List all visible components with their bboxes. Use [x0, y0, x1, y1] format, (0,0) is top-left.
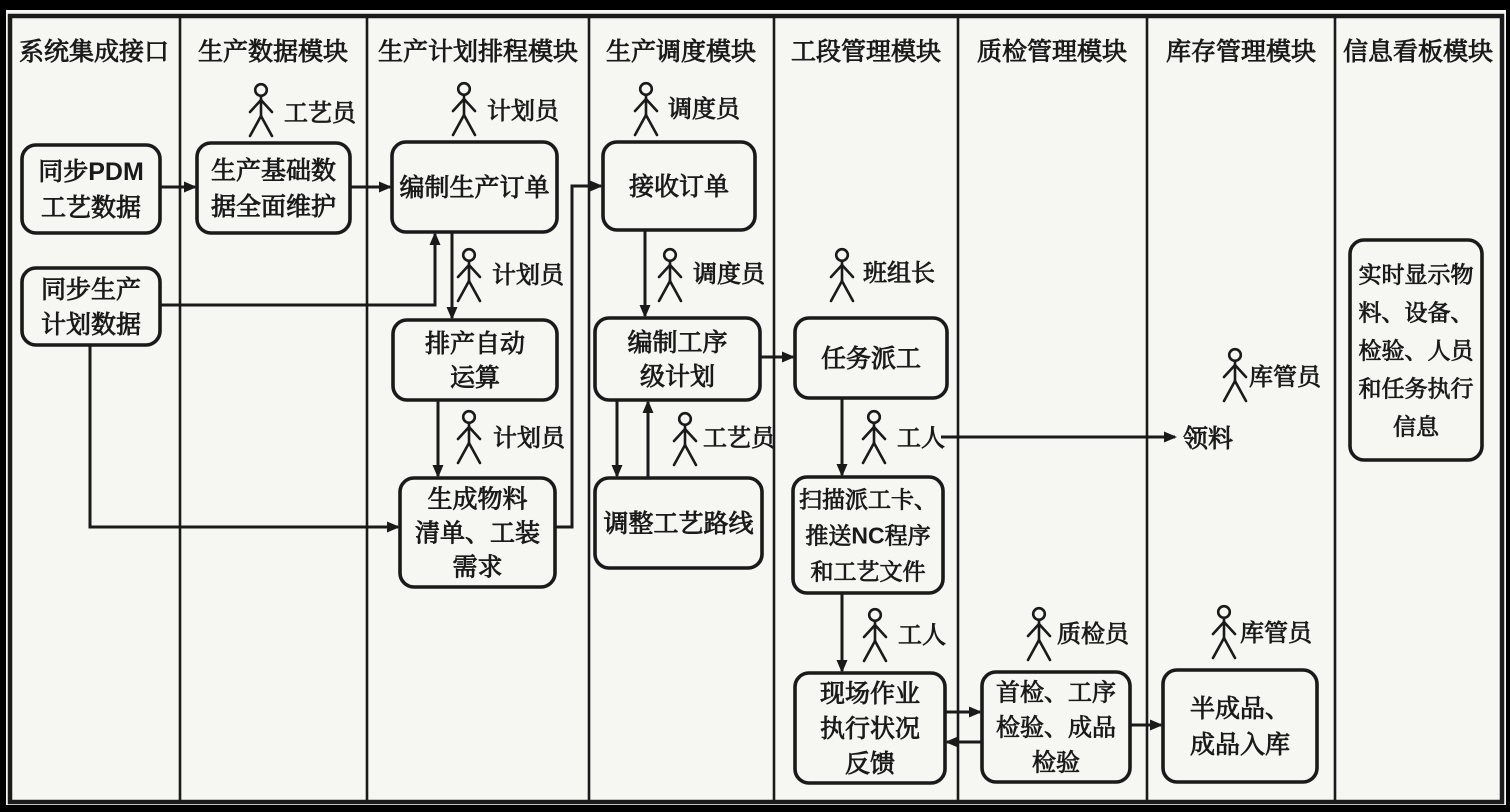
sync-pdm-box-label: 同步PDM 工艺数据 [38, 158, 144, 222]
lane-production-dispatch-header: 生产调度模块 [605, 38, 757, 66]
receive-order-box-label: 接收订单 [628, 173, 730, 201]
process-plan-box-label: 编制工序级计划 [627, 329, 728, 391]
sync-plan-box-label: 同步生产计划数据 [40, 276, 142, 339]
actor-planner-1-label: 计划员 [487, 98, 559, 125]
warehouse-in-box [1163, 670, 1317, 782]
actor-storekeeper-2-label: 库管员 [1240, 620, 1312, 647]
auto-schedule-box [393, 320, 557, 400]
receive-order-box [603, 142, 755, 230]
auto-schedule-box-label: 排产自动运算 [424, 330, 526, 392]
feedback-box-label: 现场作业执行状况反馈 [819, 680, 921, 778]
lane-system-integration-header: 系统集成接口 [18, 38, 170, 66]
adjust-route-box-label: 调整工艺路线 [603, 510, 754, 538]
process-plan-box [595, 318, 760, 400]
actor-worker-2-label: 工人 [898, 622, 946, 649]
inspection-box [982, 672, 1130, 782]
make-order-box [392, 142, 557, 232]
lane-production-planning-header: 生产计划排程模块 [377, 38, 579, 66]
warehouse-in-box-label: 半成品、成品入库 [1189, 695, 1291, 759]
scan-card-box [793, 477, 943, 593]
inspection-box-label: 首检、工序检验、成品检验 [996, 679, 1116, 777]
gen-material-box [400, 478, 555, 587]
lane-production-data-header: 生产数据模块 [197, 38, 349, 66]
info-board-box-label: 实时显示物料、设备、检验、人员和任务执行信息 [1358, 261, 1474, 440]
actor-storekeeper-1-label: 库管员 [1249, 364, 1321, 391]
task-dispatch-box [795, 318, 947, 398]
info-board-box [1350, 240, 1482, 460]
sync-pdm-box [22, 145, 160, 233]
gen-material-box-label: 生成物料清单、工装需求 [414, 485, 541, 582]
lane-worksection-management-header: 工段管理模块 [790, 38, 942, 66]
scan-card-box-label: 扫描派工卡、推送NC程序和工艺文件 [799, 486, 937, 585]
base-data-box [197, 143, 350, 233]
actor-inspector-label: 质检员 [1057, 621, 1129, 648]
sync-plan-box [22, 268, 160, 345]
warehouse-in-box-outline [1163, 670, 1317, 782]
adjust-route-box [595, 478, 762, 568]
make-order-box-label: 编制生产订单 [399, 174, 550, 202]
lane-inventory-management-header: 库存管理模块 [1165, 38, 1317, 66]
actor-worker-1-label: 工人 [897, 425, 945, 452]
actor-planner-3-label: 计划员 [493, 425, 565, 452]
actor-dispatcher-2-label: 调度员 [693, 261, 765, 288]
labels-layer [1183, 424, 1233, 453]
pick-material-label: 领料 [1183, 425, 1234, 453]
base-data-box-label: 生产基础数据全面维护 [210, 157, 337, 221]
actor-planner-2-label: 计划员 [492, 262, 564, 289]
actor-foreman-label: 班组长 [863, 260, 935, 287]
feedback-box [795, 673, 945, 783]
lane-quality-management-header: 质检管理模块 [976, 38, 1128, 66]
lane-info-board-header: 信息看板模块 [1342, 38, 1494, 66]
actor-craftsman-2-label: 工艺员 [703, 425, 775, 452]
actor-dispatcher-1-label: 调度员 [668, 96, 740, 123]
actor-craftsman-1-label: 工艺员 [284, 100, 356, 127]
task-dispatch-box-label: 任务派工 [820, 345, 922, 373]
